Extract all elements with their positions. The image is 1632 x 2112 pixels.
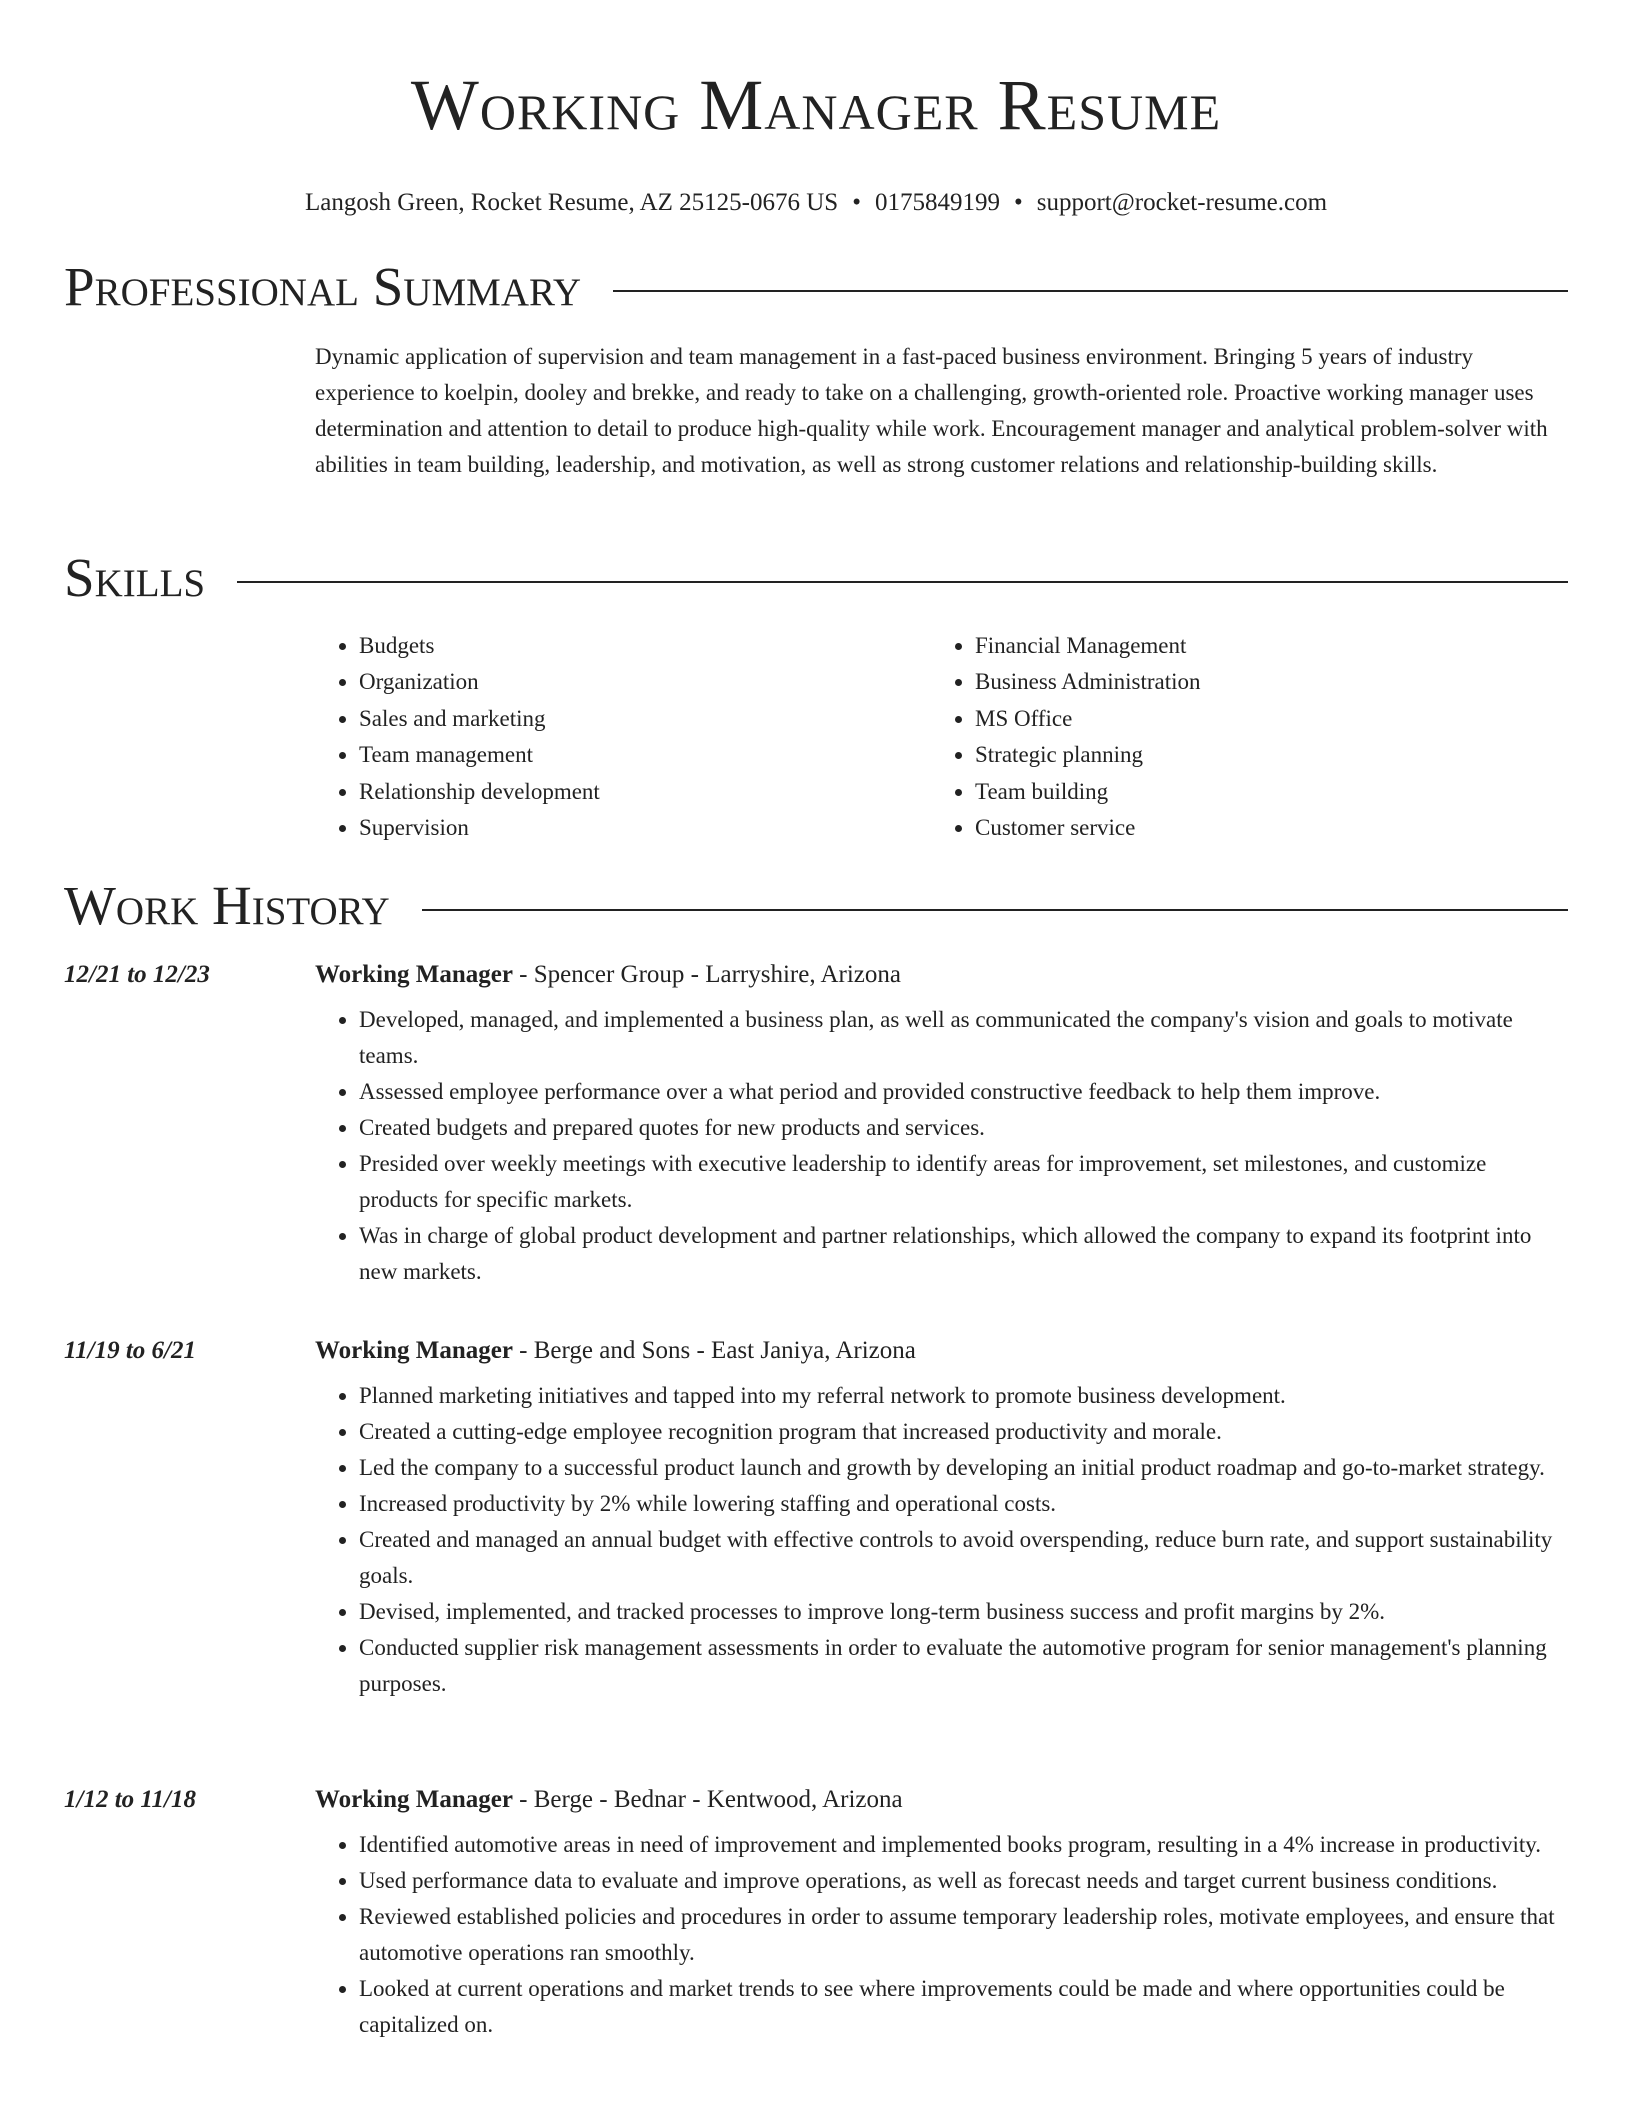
job-company: - Spencer Group - Larryshire, Arizona — [512, 961, 901, 988]
section-title: Work History — [64, 875, 390, 936]
job-company: - Berge and Sons - East Janiya, Arizona — [512, 1337, 916, 1364]
skill-item: • Team building — [975, 774, 1547, 810]
section-heading-work-history — [64, 873, 1568, 939]
skill-item: • Sales and marketing — [359, 701, 931, 737]
job-bullet: • Used performance data to evaluate and improve operations, as well as forecast needs and target current business conditions. — [359, 1863, 1568, 1899]
contact-separator: • — [852, 189, 861, 216]
skill-item: • Relationship development — [359, 774, 931, 810]
contact-line — [64, 188, 1568, 218]
job-bullet: • Conducted supplier risk management assessments in order to evaluate the automotive program for senior management's planning purposes. — [359, 1630, 1568, 1702]
job-role: Working Manager — [315, 1337, 513, 1364]
skill-item: • Customer service — [975, 810, 1547, 846]
skill-item: • Organization — [359, 664, 931, 700]
job-bullet: • Devised, implemented, and tracked processes to improve long-term business success and profit margins by 2%. — [359, 1594, 1568, 1630]
contact-email: support@rocket-resume.com — [1036, 189, 1328, 216]
section-title: Skills — [64, 547, 206, 608]
job-bullet: • Assessed employee performance over a what period and provided constructive feedback to help them improve. — [359, 1074, 1568, 1110]
job-bullet: • Developed, managed, and implemented a business plan, as well as communicated the company's vision and goals to motivate teams. — [359, 1002, 1568, 1074]
section-divider — [422, 909, 1568, 911]
job-bullet: • Created and managed an annual budget with effective controls to avoid overspending, reduce burn rate, and support sustainability goals. — [359, 1522, 1568, 1594]
job-bullet: • Was in charge of global product development and partner relationships, which allowed the company to expand its footprint into new markets. — [359, 1218, 1568, 1290]
section-divider — [613, 290, 1568, 292]
job-bullet: • Reviewed established policies and procedures in order to assume temporary leadership roles, motivate employees, and ensure that automotive operations ran smoothly. — [359, 1899, 1568, 1971]
resume-page — [64, 0, 1568, 2037]
job-bullets — [315, 1378, 1568, 1702]
skill-item: • Supervision — [359, 810, 931, 846]
skill-item: • Budgets — [359, 628, 931, 664]
job-bullets — [315, 1827, 1568, 2043]
job-dates: 11/19 to 6/21 — [64, 1337, 196, 1364]
summary-paragraph: Dynamic application of supervision and team management in a fast-paced business environment. Bringing 5 years of industry experience to koelpin, dooley and brekke, and ready to take on a challenging, growth-oriented role. Proactive working manager uses determination and attention to detail to produce high-quality while work. Encouragement manager and analytical problem-solver with abilities in team building, leadership, and motivation, as well as strong customer relations and relationship-building skills. — [315, 344, 1548, 477]
job-heading — [315, 1336, 916, 1366]
skill-item: • Business Administration — [975, 664, 1547, 700]
job-role: Working Manager — [315, 1786, 513, 1813]
job-dates: 12/21 to 12/23 — [64, 961, 210, 988]
section-divider — [237, 581, 1568, 583]
page-title: Working Manager Resume — [410, 65, 1222, 145]
skill-item: • Strategic planning — [975, 737, 1547, 773]
section-title: Professional Summary — [64, 256, 582, 317]
job-dates: 1/12 to 11/18 — [64, 1786, 196, 1813]
job-bullet: • Identified automotive areas in need of improvement and implemented books program, resulting in a 4% increase in productivity. — [359, 1827, 1568, 1863]
job-heading — [315, 1785, 903, 1815]
job-bullet: • Planned marketing initiatives and tapped into my referral network to promote business development. — [359, 1378, 1568, 1414]
skills-column-left — [315, 628, 931, 846]
job-company: - Berge - Bednar - Kentwood, Arizona — [512, 1786, 903, 1813]
job-role: Working Manager — [315, 961, 513, 988]
skill-item: • Financial Management — [975, 628, 1547, 664]
job-bullet: • Created a cutting-edge employee recognition program that increased productivity and morale. — [359, 1414, 1568, 1450]
job-bullet: • Created budgets and prepared quotes for new products and services. — [359, 1110, 1568, 1146]
job-bullets — [315, 1002, 1568, 1290]
job-bullet: • Increased productivity by 2% while lowering staffing and operational costs. — [359, 1486, 1568, 1522]
contact-phone: 0175849199 — [874, 189, 1000, 216]
job-bullet: • Looked at current operations and market trends to see where improvements could be made and where opportunities could be capitalized on. — [359, 1971, 1568, 2043]
section-heading-summary — [64, 254, 1568, 320]
skills-list — [315, 628, 1568, 846]
job-bullet: • Led the company to a successful product launch and growth by developing an initial product roadmap and go-to-market strategy. — [359, 1450, 1568, 1486]
contact-address: Langosh Green, Rocket Resume, AZ 25125-0676 US — [304, 189, 839, 216]
skill-item: • MS Office — [975, 701, 1547, 737]
job-bullet: • Presided over weekly meetings with executive leadership to identify areas for improvement, set milestones, and customize products for specific markets. — [359, 1146, 1568, 1218]
skills-column-right — [931, 628, 1547, 846]
skill-item: • Team management — [359, 737, 931, 773]
job-heading — [315, 960, 901, 990]
contact-separator: • — [1013, 189, 1023, 216]
section-heading-skills — [64, 545, 1568, 611]
